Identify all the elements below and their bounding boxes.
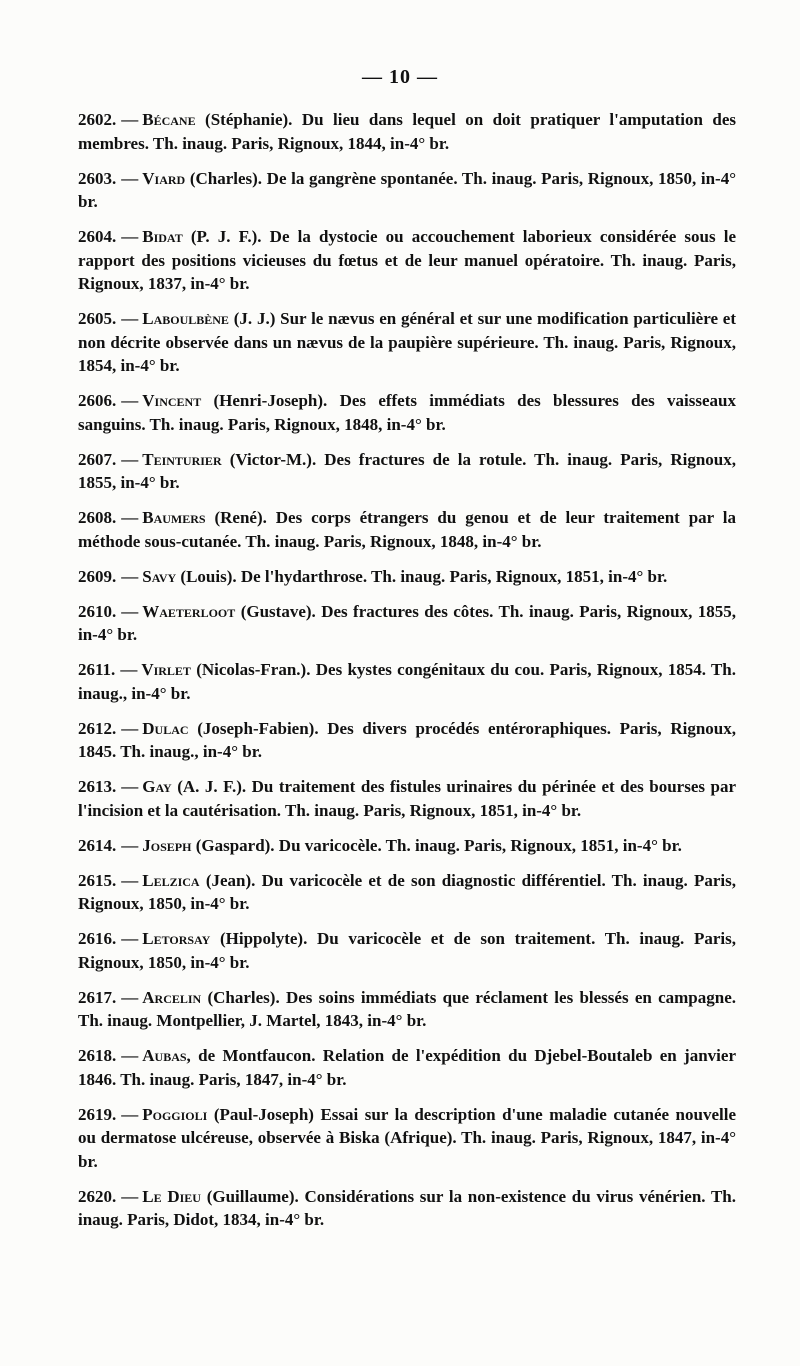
entry-author: Bécane xyxy=(142,110,196,129)
entry-author: Lelzica xyxy=(142,870,200,890)
bibliography-entry: 2610. — Waeterloot (Gustave). Des fractures des côtes. Th. inaug. Paris, Rignoux, 1855, in-4° br. xyxy=(78,601,737,644)
entry-number: 2613. xyxy=(78,777,117,796)
entry-text: (Charles). Des soins immédiats que réclament les blessés en campagne. Th. inaug. Montpellier, J. Martel, 1843, in-4° br. xyxy=(78,987,736,1030)
entry-text: , de Montfaucon. Relation de l'expédition du Djebel-Boutaleb en janvier 1846. Th. inaug. Paris, 1847, in-4° br. xyxy=(78,1046,736,1089)
entry-text: (Hippolyte). Du varicocèle et de son traitement. Th. inaug. Paris, Rignoux, 1850, in-4° br. xyxy=(78,929,737,972)
bibliography-entry: 2613. — Gay (A. J. F.). Du traitement des fistules urinaires du périnée et des bourses par l'incision et la cautérisation. Th. inaug. Paris, Rignoux, 1851, in-4° br. xyxy=(78,777,736,820)
bibliography-entry: 2619. — Poggioli (Paul-Joseph) Essai sur la description d'une maladie cutanée nouvelle ou dermatose ulcéreuse, observée à Biska (Afrique). Th. inaug. Paris, Rignoux, 1847, in-4° br. xyxy=(78,1104,736,1171)
bibliography-entry: 2612. — Dulac (Joseph-Fabien). Des divers procédés entéroraphiques. Paris, Rignoux, 1845. Th. inaug., in-4° br. xyxy=(78,718,736,761)
entry-number: 2606. xyxy=(78,391,117,410)
entry-number: 2618. xyxy=(78,1046,117,1065)
entry-author: Baumers xyxy=(142,508,206,527)
entry-author: Bidat xyxy=(142,227,183,246)
bibliography-entry: 2602. — Bécane (Stéphanie). Du lieu dans lequel on doit pratiquer l'amputation des membres. Th. inaug. Paris, Rignoux, 1844, in-4° br. xyxy=(78,110,736,153)
bibliography-list xyxy=(78,108,736,1243)
bibliography-entry: 2617. — Arcelin (Charles). Des soins immédiats que réclament les blessés en campagne. Th. inaug. Montpellier, J. Martel, 1843, in-4° br. xyxy=(78,987,736,1030)
entry-author: Le Dieu xyxy=(142,1186,201,1206)
entry-number: 2620. xyxy=(78,1186,117,1206)
entry-text: (Stéphanie). Du lieu dans lequel on doit pratiquer l'amputation des membres. Th. inaug. Paris, Rignoux, 1844, in-4° br. xyxy=(78,110,736,153)
entry-text: (Louis). De l'hydarthrose. Th. inaug. Paris, Rignoux, 1851, in-4° br. xyxy=(180,566,668,586)
entry-text: (J. J.) Sur le nævus en général et sur une modification particulière et non décrite observée dans un nævus de la paupière supérieure. Th. inaug. Paris, Rignoux, 1854, in-4° br. xyxy=(78,309,736,375)
entry-text: (Victor-M.). Des fractures de la rotule. Th. inaug. Paris, Rignoux, 1855, in-4° br. xyxy=(78,449,736,492)
entry-number: 2605. xyxy=(78,309,117,328)
page-number: — 10 — xyxy=(362,66,438,88)
entry-number: 2619. xyxy=(78,1104,117,1124)
entry-text: (A. J. F.). Du traitement des fistules urinaires du périnée et des bourses par l'incision et la cautérisation. Th. inaug. Paris, Rignoux, 1851, in-4° br. xyxy=(78,777,736,820)
bibliography-entry: 2616. — Letorsay (Hippolyte). Du varicocèle et de son traitement. Th. inaug. Paris, Rignoux, 1850, in-4° br. xyxy=(78,929,737,972)
entry-author: Aubas xyxy=(142,1046,187,1065)
entry-number: 2607. xyxy=(78,449,117,469)
bibliography-entry: 2606. — Vincent (Henri-Joseph). Des effets immédiats des blessures des vaisseaux sanguins. Th. inaug. Paris, Rignoux, 1848, in-4° br. xyxy=(78,391,737,434)
bibliography-entry: 2608. — Baumers (René). Des corps étrangers du genou et de leur traitement par la méthode sous-cutanée. Th. inaug. Paris, Rignoux, 1848, in-4° br. xyxy=(78,508,736,551)
bibliography-entry: 2611. — Virlet (Nicolas-Fran.). Des kystes congénitaux du cou. Paris, Rignoux, 1854. Th. inaug., in-4° br. xyxy=(78,660,736,703)
bibliography-entry: 2615. — Lelzica (Jean). Du varicocèle et de son diagnostic différentiel. Th. inaug. Paris, Rignoux, 1850, in-4° br. xyxy=(78,870,736,913)
bibliography-entry: 2607. — Teinturier (Victor-M.). Des fractures de la rotule. Th. inaug. Paris, Rignoux, 1855, in-4° br. xyxy=(78,449,736,492)
entry-text: (Nicolas-Fran.). Des kystes congénitaux du cou. Paris, Rignoux, 1854. Th. inaug., in-4° br. xyxy=(78,660,736,703)
entry-number: 2612. xyxy=(78,718,117,738)
entry-author: Virlet xyxy=(141,660,191,679)
bibliography-entry: 2604. — Bidat (P. J. F.). De la dystocie ou accouchement laborieux considérée sous le rapport des positions vicieuses du fœtus et de leur manuel opératoire. Th. inaug. Paris, Rignoux, 1837, in-4° br. xyxy=(78,227,736,293)
entry-number: 2616. xyxy=(78,929,117,948)
entry-text: (P. J. F.). De la dystocie ou accouchement laborieux considérée sous le rapport des positions vicieuses du fœtus et de leur manuel opératoire. Th. inaug. Paris, Rignoux, 1837, in-4° br. xyxy=(78,227,736,293)
entry-text: (Charles). De la gangrène spontanée. Th. inaug. Paris, Rignoux, 1850, in-4° br. xyxy=(78,168,736,211)
entry-author: Letorsay xyxy=(142,929,211,948)
entry-author: Savy xyxy=(142,566,177,586)
entry-text: (Gaspard). Du varicocèle. Th. inaug. Paris, Rignoux, 1851, in-4° br. xyxy=(195,835,682,855)
entry-number: 2604. xyxy=(78,227,117,246)
entry-text: (Paul-Joseph) Essai sur la description d'une maladie cutanée nouvelle ou dermatose ulcéreuse, observée à Biska (Afrique). Th. inaug. Paris, Rignoux, 1847, in-4° br. xyxy=(78,1104,736,1171)
entry-text: (Joseph-Fabien). Des divers procédés entéroraphiques. Paris, Rignoux, 1845. Th. inaug., in-4° br. xyxy=(78,718,736,761)
entry-author: Gay xyxy=(142,777,172,796)
entry-number: 2615. xyxy=(78,870,117,890)
entry-author: Dulac xyxy=(142,718,189,738)
bibliography-entry: 2603. — Viard (Charles). De la gangrène spontanée. Th. inaug. Paris, Rignoux, 1850, in-4° br. xyxy=(78,168,736,211)
bibliography-entry: 2609. — Savy (Louis). De l'hydarthrose. Th. inaug. Paris, Rignoux, 1851, in-4° br. xyxy=(78,566,668,586)
entry-number: 2602. xyxy=(78,110,117,129)
entry-author: Viard xyxy=(142,168,186,188)
entry-author: Laboulbène xyxy=(142,309,229,328)
entry-text: (Henri-Joseph). Des effets immédiats des blessures des vaisseaux sanguins. Th. inaug. Paris, Rignoux, 1848, in-4° br. xyxy=(78,391,737,434)
entry-number: 2614. xyxy=(78,835,117,855)
entry-text: (René). Des corps étrangers du genou et de leur traitement par la méthode sous-cutanée. Th. inaug. Paris, Rignoux, 1848, in-4° br. xyxy=(78,508,736,551)
entry-author: Arcelin xyxy=(142,987,202,1007)
bibliography-entry: 2618. — Aubas, de Montfaucon. Relation de l'expédition du Djebel-Boutaleb en janvier 1846. Th. inaug. Paris, 1847, in-4° br. xyxy=(78,1046,736,1089)
entry-text: (Jean). Du varicocèle et de son diagnostic différentiel. Th. inaug. Paris, Rignoux, 1850, in-4° br. xyxy=(78,870,736,913)
entry-number: 2608. xyxy=(78,508,117,527)
entry-author: Teinturier xyxy=(142,449,222,469)
bibliography-entry: 2614. — Joseph (Gaspard). Du varicocèle. Th. inaug. Paris, Rignoux, 1851, in-4° br. xyxy=(78,835,682,855)
bibliography-entry: 2620. — Le Dieu (Guillaume). Considérations sur la non-existence du virus vénérien. Th. inaug. Paris, Didot, 1834, in-4° br. xyxy=(78,1186,736,1229)
entry-number: 2610. xyxy=(78,601,117,621)
entry-number: 2617. xyxy=(78,987,117,1007)
entry-number: 2609. xyxy=(78,566,117,586)
entry-text: (Gustave). Des fractures des côtes. Th. inaug. Paris, Rignoux, 1855, in-4° br. xyxy=(78,601,737,644)
entry-author: Waeterloot xyxy=(142,601,236,621)
bibliography-entry: 2605. — Laboulbène (J. J.) Sur le nævus en général et sur une modification particulière et non décrite observée dans un nævus de la paupière supérieure. Th. inaug. Paris, Rignoux, 1854, in-4° br. xyxy=(78,309,736,375)
entry-author: Poggioli xyxy=(142,1104,208,1124)
entry-text: (Guillaume). Considérations sur la non-existence du virus vénérien. Th. inaug. Paris, Didot, 1834, in-4° br. xyxy=(78,1186,736,1229)
entry-author: Joseph xyxy=(142,835,192,855)
entry-number: 2603. xyxy=(78,168,117,188)
entry-author: Vincent xyxy=(142,391,202,410)
entry-number: 2611. xyxy=(78,660,116,679)
